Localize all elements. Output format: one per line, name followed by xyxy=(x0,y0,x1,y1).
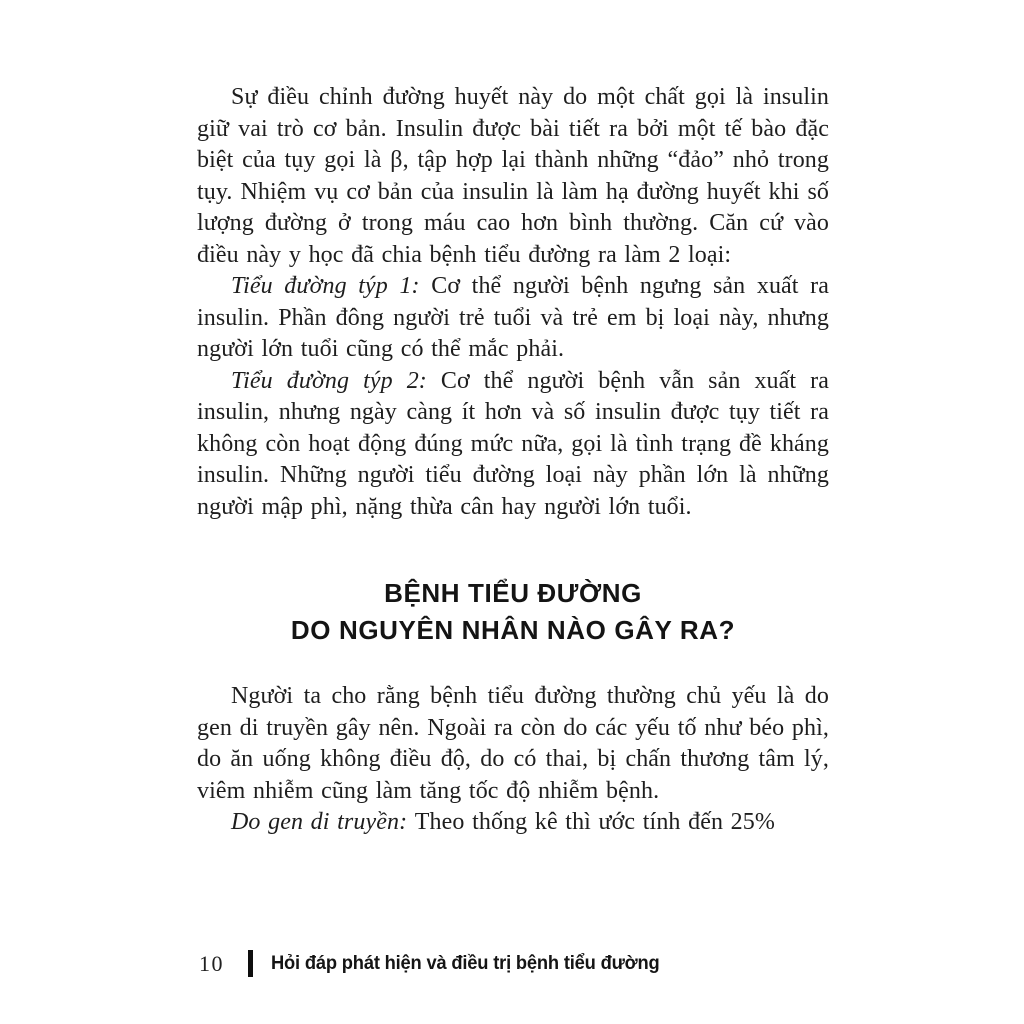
section-heading-line1: BỆNH TIỂU ĐƯỜNG xyxy=(384,578,642,608)
section-heading xyxy=(197,575,829,649)
paragraph-type2 xyxy=(197,366,829,524)
page-number: 10 xyxy=(199,950,224,976)
paragraph-text: Cơ thể người bệnh ngưng sản xuất ra insulin. Phần đông người trẻ tuổi và trẻ em bị loại này, nhưng người lớn tuổi cũng có thể mắc phải. xyxy=(197,273,829,362)
paragraph-lead-italic: Do gen di truyền: xyxy=(231,809,415,835)
paragraph-text: Cơ thể người bệnh vẫn sản xuất ra insulin, nhưng ngày càng ít hơn và số insulin được tụy tiết ra không còn hoạt động đúng mức nữa, gọi là tình trạng đề kháng insulin. Những người tiểu đường loại này phần lớn là những người mập phì, nặng thừa cân hay người lớn tuổi. xyxy=(197,367,830,520)
paragraph-causes xyxy=(197,681,829,807)
paragraph-text: Theo thống kê thì ước tính đến 25% xyxy=(414,809,775,835)
paragraph-text: Sự điều chỉnh đường huyết này do một chất gọi là insulin giữ vai trò cơ bản. Insulin được bài tiết ra bởi một tế bào đặc biệt của tụy gọi là β, tập hợp lại thành những “đảo” nhỏ trong tụy. Nhiệm vụ cơ bản của insulin là làm hạ đường huyết khi số lượng đường ở trong máu cao hơn bình thường. Căn cứ vào điều này y học đã chia bệnh tiểu đường ra làm 2 loại: xyxy=(197,84,829,268)
running-title: Hỏi đáp phát hiện và điều trị bệnh tiểu đường xyxy=(271,952,660,974)
page-body xyxy=(197,82,829,839)
paragraph-intro xyxy=(197,82,829,271)
paragraph-text: Người ta cho rằng bệnh tiểu đường thường chủ yếu là do gen di truyền gây nên. Ngoài ra còn do các yếu tố như béo phì, do ăn uống không điều độ, do có thai, bị chấn thương tâm lý, viêm nhiễm cũng làm tăng tốc độ nhiễm bệnh. xyxy=(197,683,829,804)
footer-divider-bar xyxy=(248,950,253,977)
paragraph-genetics xyxy=(197,807,829,839)
section-body xyxy=(197,681,829,839)
page-footer xyxy=(199,950,684,977)
paragraph-lead-italic: Tiểu đường týp 2: xyxy=(231,367,441,394)
section-heading-line2: DO NGUYÊN NHÂN NÀO GÂY RA? xyxy=(290,615,736,645)
paragraph-lead-italic: Tiểu đường týp 1: xyxy=(231,273,432,299)
paragraph-type1 xyxy=(197,271,829,366)
